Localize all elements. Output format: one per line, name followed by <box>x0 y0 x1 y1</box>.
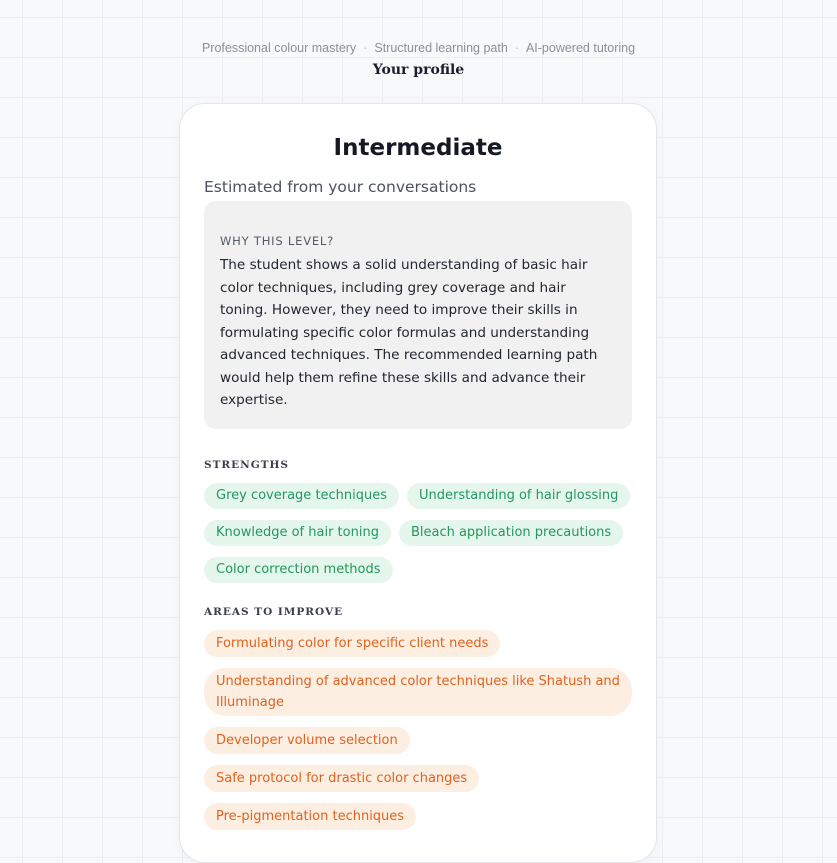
improve-chip: Formulating color for specific client needs <box>204 630 500 657</box>
areas-to-improve-heading: AREAS TO IMPROVE <box>204 605 344 618</box>
strength-chip: Bleach application precautions <box>399 520 623 546</box>
estimated-label: Estimated from your conversations <box>204 178 477 196</box>
strength-chip: Knowledge of hair toning <box>204 520 391 546</box>
tagline-ai-tutoring: AI-powered tutoring <box>525 41 636 55</box>
improve-chip: Understanding of advanced color techniques like Shatush and Illuminage <box>204 668 632 716</box>
level-title: Intermediate <box>333 135 503 161</box>
tagline-learning-path: Structured learning path <box>374 41 508 55</box>
why-this-level-box <box>204 201 632 429</box>
strength-chip: Color correction methods <box>204 557 393 583</box>
page-header <box>0 40 837 78</box>
tagline-separator: · <box>514 41 519 55</box>
profile-card <box>179 103 657 863</box>
improve-chip: Pre-pigmentation techniques <box>204 803 416 830</box>
strength-chip: Grey coverage techniques <box>204 483 399 509</box>
tagline-separator: · <box>363 41 368 55</box>
tagline-colour-mastery: Professional colour mastery <box>201 41 357 55</box>
strengths-list <box>204 483 632 583</box>
why-this-level-text: The student shows a solid understanding of basic hair color techniques, including grey coverage and hair toning. However, they need to improve their skills in formulating specific color formulas and understanding advanced techniques. The recommended learning path would help them refine these skills and advance their expertise. <box>220 257 598 408</box>
why-this-level-heading: WHY THIS LEVEL? <box>220 234 335 248</box>
improve-chip: Developer volume selection <box>204 727 410 754</box>
taglines <box>0 40 837 56</box>
strength-chip: Understanding of hair glossing <box>407 483 630 509</box>
page-title: Your profile <box>372 62 465 78</box>
areas-to-improve-list <box>204 630 632 830</box>
improve-chip: Safe protocol for drastic color changes <box>204 765 479 792</box>
strengths-heading: STRENGTHS <box>204 458 290 471</box>
